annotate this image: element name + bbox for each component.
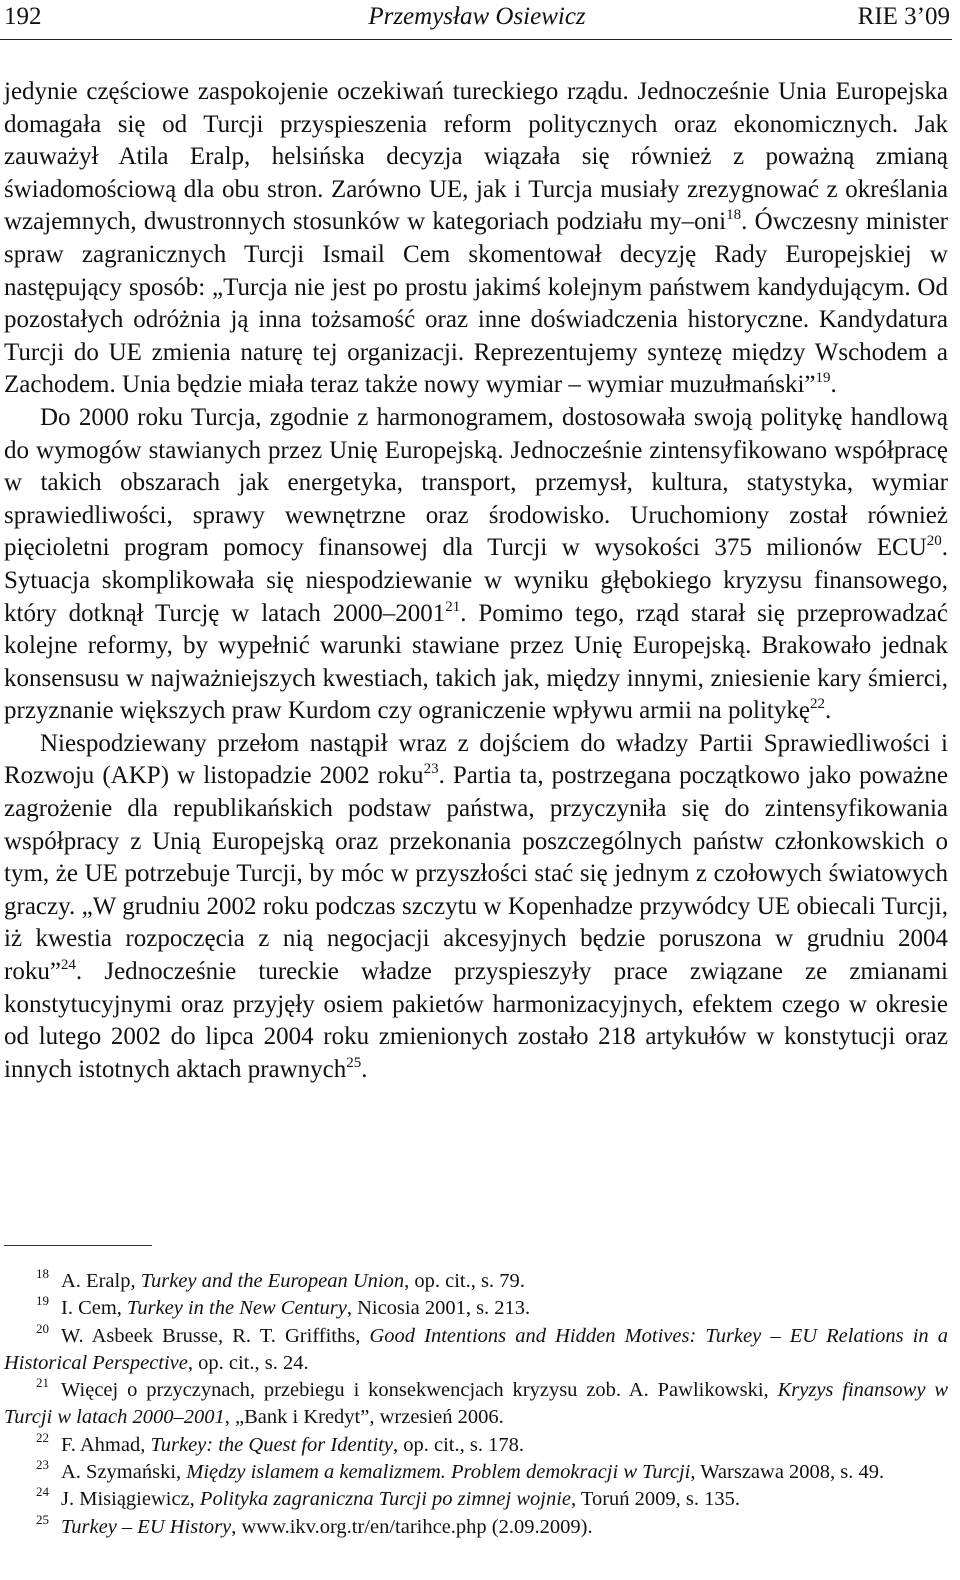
footnote-text: A. Eralp, [61,1270,141,1292]
footnote-title: Turkey – EU History [61,1515,232,1538]
text-run: . Sytuacja skomplikowała się niespodziewanie w wyniku głębokiego kryzysu finansowego, który dotknął Turcję w latach 2000–2001 [4,534,948,627]
footnote-text: , op. cit., s. 24. [187,1351,309,1374]
footnote-text: , www.ikv.org.tr/en/tarihce.php (2.09.2009). [231,1515,593,1538]
footnote-title: Good Intentions and Hidden Motives: Turkey – EU Relations in a Historical Perspective [4,1324,949,1374]
text-run: . Partia ta, postrzegana początkowo jako poważne zagrożenie dla republikańskich podstaw państwa, przyczyniła się do zintensyfikowania współpracy z Unią Europejską oraz przekonania poszczególnych państw członkowskich o tym, że UE potrzebuje Turcji, by móc w przyszłości stać się jednym z czołowych światowych graczy. „W grudniu 2002 roku podczas szczytu w Kopenhadze przywódcy UE obiecali Turcji, iż kwestia rozpoczęcia z nią negocjacji akcesyjnych będzie poruszona w grudniu 2004 roku” [4,762,948,986]
footnote [4,1486,948,1513]
footnote-number: 18 [36,1266,49,1281]
footnote-title: Turkey and the European Union [140,1270,405,1292]
footnote-title: Turkey in the New Century [127,1297,347,1320]
footnote-ref[interactable]: 25 [346,1054,362,1071]
text-run: . [824,697,832,725]
journal-issue: RIE 3’09 [857,3,950,30]
footnote-number: 19 [36,1293,49,1309]
footnote-title: Między islamem a kemalizmem. Problem demokracji w Turcji [186,1461,691,1484]
footnote-text: I. Cem, [61,1297,128,1320]
footnote-ref[interactable]: 23 [423,761,439,778]
text-run: jedynie częściowe zaspokojenie oczekiwań tureckiego rządu. Jednocześnie Unia Europejska domagała się od Turcji przyspieszenia reform politycznych oraz ekonomicznych. Jak zauważył Atila Eralp, helsińska decyzja wiązała się również z poważną zmianą świadomościową dla obu stron. Zarówno UE, jak i Turcja musiały zrezygnować z określania wzajemnych, dwustronnych stosunków w kategoriach podziału my–oni [4,78,948,236]
footnotes [4,1268,948,1541]
footnote-text: F. Ahmad, [61,1433,151,1456]
text-run: Niespodziewany przełom nastąpił wraz z dojściem do władzy Partii Sprawiedliwości i Rozwoju (AKP) w listopadzie 2002 roku [4,729,948,790]
running-author: Przemysław Osiewicz [368,3,586,30]
footnote-number: 21 [36,1375,49,1391]
footnote-text: , op. cit., s. 178. [393,1433,524,1456]
header-rule [0,39,952,40]
main-text [4,76,948,1086]
text-run: . Jednocześnie tureckie władze przyspieszyły prace związane ze zmianami konstytucyjnymi oraz przyjęły osiem pakietów harmonizacyjnych, efektem czego w okresie od lutego 2002 do lipca 2004 roku zmienionych zostało 218 artykułów w konstytucji oraz innych istotnych aktach prawnych [4,958,948,1083]
text-run: Do 2000 roku Turcja, zgodnie z harmonogramem, dostosowała swoją politykę handlową do wymogów stawianych przez Unię Europejską. Jednocześnie zintensyfikowano współpracę w takich obszarach jak energetyka, transport, przemysł, kultura, statystyka, wymiar sprawiedliwości, sprawy wewnętrzne oraz środowisko. Uruchomiony został również pięcioletni program pomocy finansowej dla Turcji w wysokości 375 milionów ECU [4,403,948,562]
footnote-text: , Nicosia 2001, s. 213. [346,1297,531,1320]
footnote-text: , Warszawa 2008, s. 49. [690,1461,885,1484]
footnote-text: , op. cit., s. 79. [404,1270,525,1292]
footnote-number: 24 [36,1484,49,1500]
footnote [4,1511,948,1541]
paragraph [4,402,948,728]
footnote-number: 23 [36,1457,49,1473]
footnote [4,1268,948,1295]
page-number: 192 [4,3,42,30]
text-run: . Ówczesny minister spraw zagranicznych Turcji Ismail Cem skomentował decyzję Rady Europejskiej w następujący sposób: „Turcja nie jest po prostu jakimś kolejnym państwem kandydującym. Od pozostałych odróżnia ją inna tożsamość oraz inne doświadczenia historyczne. Kandydatura Turcji do UE zmienia naturę tej organizacji. Reprezentujemy syntezę między Wschodem a Zachodem. Unia będzie miała teraz także nowy wymiar – wymiar muzułmański” [4,208,948,399]
footnote-ref[interactable]: 24 [60,957,76,974]
footnote [4,1377,948,1432]
footnote [4,1320,949,1378]
footnote-text: , „Bank i Kredyt”, wrzesień 2006. [224,1406,504,1429]
footnote-ref[interactable]: 22 [809,696,825,713]
text-run: . [830,371,837,399]
footnote-number: 25 [36,1511,49,1527]
footnote-text: A. Szymański, [61,1461,187,1484]
footnote-number: 22 [36,1429,49,1445]
footnote-text: , Toruń 2009, s. 135. [571,1488,741,1511]
footnote [4,1429,948,1459]
footnote [4,1295,948,1322]
footnote-text: J. Misiągiewicz, [61,1488,200,1511]
footnote-ref[interactable]: 18 [726,207,742,224]
footnote-number: 20 [36,1320,49,1336]
footnote-title: Kryzys finansowy w Turcji w latach 2000–2001 [4,1379,949,1429]
footnote [4,1459,948,1486]
footnote-text: Więcej o przyczynach, przebiegu i konsekwencjach kryzysu zob. A. Pawlikowski, [61,1379,778,1402]
footnote-title: Polityka zagraniczna Turcji po zimnej wojnie [199,1488,571,1511]
footnote-ref[interactable]: 19 [815,370,831,387]
paragraph [4,76,948,402]
text-run: . [361,1055,368,1083]
footnote-title: Turkey: the Quest for Identity [150,1433,394,1456]
footnote-text: W. Asbeek Brusse, R. T. Griffiths, [61,1324,370,1347]
footnote-ref[interactable]: 20 [926,533,942,550]
text-run: . Pomimo tego, rząd starał się przeprowadzać kolejne reformy, by wypełnić warunki stawiane przez Unię Europejską. Brakowało jednak konsensusu w najważniejszych kwestiach, takich jak, między innymi, zniesienie kary śmierci, przyznanie większych praw Kurdom czy ograniczenie wpływu armii na politykę [4,599,948,725]
running-header [4,0,950,38]
footnote-rule [4,1245,152,1246]
paragraph [4,728,948,1087]
footnote-ref[interactable]: 21 [445,598,461,615]
